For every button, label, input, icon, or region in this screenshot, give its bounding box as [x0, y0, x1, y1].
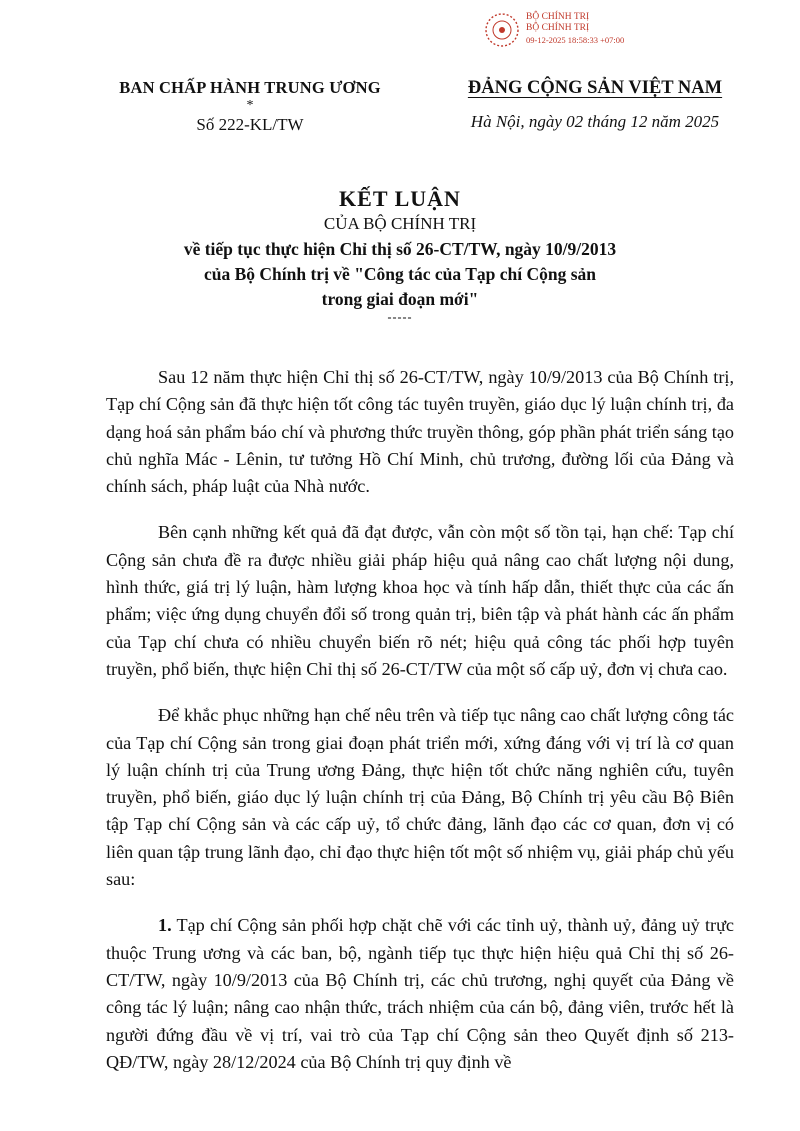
title-line-1: về tiếp tục thực hiện Chỉ thị số 26-CT/TW, ngày 10/9/2013 [183, 239, 617, 259]
title-divider: ----- [387, 310, 413, 324]
item-1-number: 1. [158, 915, 172, 936]
paragraph-1: Sau 12 năm thực hiện Chỉ thị số 26-CT/TW, ngày 10/9/2013 của Bộ Chính trị, Tạp chí Cộng sản đã thực hiện tốt công tác tuyên truyền, giáo dục lý luận chính trị, đa dạng hoá sản phẩm báo chí và phương thức truyền thông, góp phần phát triển sáng tạo chủ nghĩa Mác - Lênin, tư tưởng Hồ Chí Minh, chủ trương, đường lối của Đảng và chính sách, pháp luật của Nhà nước. [106, 367, 734, 497]
place-date: Hà Nội, ngày 02 tháng 12 năm 2025 [470, 112, 720, 131]
issuer-star: * [246, 98, 254, 113]
title-line-2: của Bộ Chính trị về "Công tác của Tạp chí Cộng sản [203, 264, 596, 284]
party-name: ĐẢNG CỘNG SẢN VIỆT NAM [467, 78, 723, 98]
paragraph-3: Để khắc phục những hạn chế nêu trên và tiếp tục nâng cao chất lượng công tác của Tạp chí Cộng sản trong giai đoạn phát triển mới, xứng đáng với vị trí là cơ quan lý luận chính trị của Trung ương Đảng, thực hiện tốt chức năng nghiên cứu, tuyên truyền, phổ biến, giáo dục lý luận chính trị của Đảng, Bộ Chính trị yêu cầu Bộ Biên tập Tạp chí Cộng sản và các cấp uỷ, tổ chức đảng, lãnh đạo các cơ quan, đơn vị có liên quan tập trung lãnh đạo, chỉ đạo thực hiện tốt một số nhiệm vụ, giải pháp chủ yếu sau: [106, 705, 734, 890]
stamp-seal-icon [482, 10, 522, 50]
document-subtitle: CỦA BỘ CHÍNH TRỊ [323, 214, 477, 233]
document-title: KẾT LUẬN [339, 186, 461, 211]
title-line-3: trong giai đoạn mới" [321, 289, 479, 309]
document-title-block [90, 186, 710, 322]
item-1 [106, 912, 734, 1076]
stamp-line-1: BỘ CHÍNH TRỊ [526, 12, 590, 22]
party-block [450, 78, 740, 132]
stamp-timestamp: 09-12-2025 18:58:33 +07:00 [526, 35, 625, 45]
digital-signature-stamp [482, 10, 712, 70]
stamp-line-2: BỘ CHÍNH TRỊ [526, 23, 590, 33]
issuer-name: BAN CHẤP HÀNH TRUNG ƯƠNG [119, 78, 381, 97]
document-number: Số 222-KL/TW [196, 115, 304, 134]
issuer-block [100, 78, 400, 135]
item-1-text: Tạp chí Cộng sản phối hợp chặt chẽ với các tỉnh uỷ, thành uỷ, đảng uỷ trực thuộc Trung ương và các ban, bộ, ngành tiếp tục thực hiện hiệu quả Chỉ thị số 26-CT/TW, ngày 10/9/2013 của Bộ Chính trị, các chủ trương, nghị quyết của Đảng về công tác lý luận; nâng cao nhận thức, trách nhiệm của cán bộ, đảng viên, trước hết là người đứng đầu về vị trí, vai trò của Tạp chí Cộng sản theo Quyết định số 213-QĐ/TW, ngày 28/12/2024 của Bộ Chính trị quy định về [106, 915, 734, 1072]
paragraph-2: Bên cạnh những kết quả đã đạt được, vẫn còn một số tồn tại, hạn chế: Tạp chí Cộng sản chưa đề ra được nhiều giải pháp hiệu quả nâng cao chất lượng nội dung, hình thức, giá trị lý luận, hàm lượng khoa học và tính hấp dẫn, thiết thực của các ấn phẩm; việc ứng dụng chuyển đổi số trong quản trị, biên tập và phát hành các ấn phẩm của Tạp chí chưa có nhiều chuyển biến rõ nét; hiệu quả công tác phối hợp tuyên truyền, phổ biến, thực hiện Chỉ thị số 26-CT/TW của một số cấp uỷ, đơn vị chưa cao. [106, 522, 734, 679]
document-body [106, 364, 734, 1095]
